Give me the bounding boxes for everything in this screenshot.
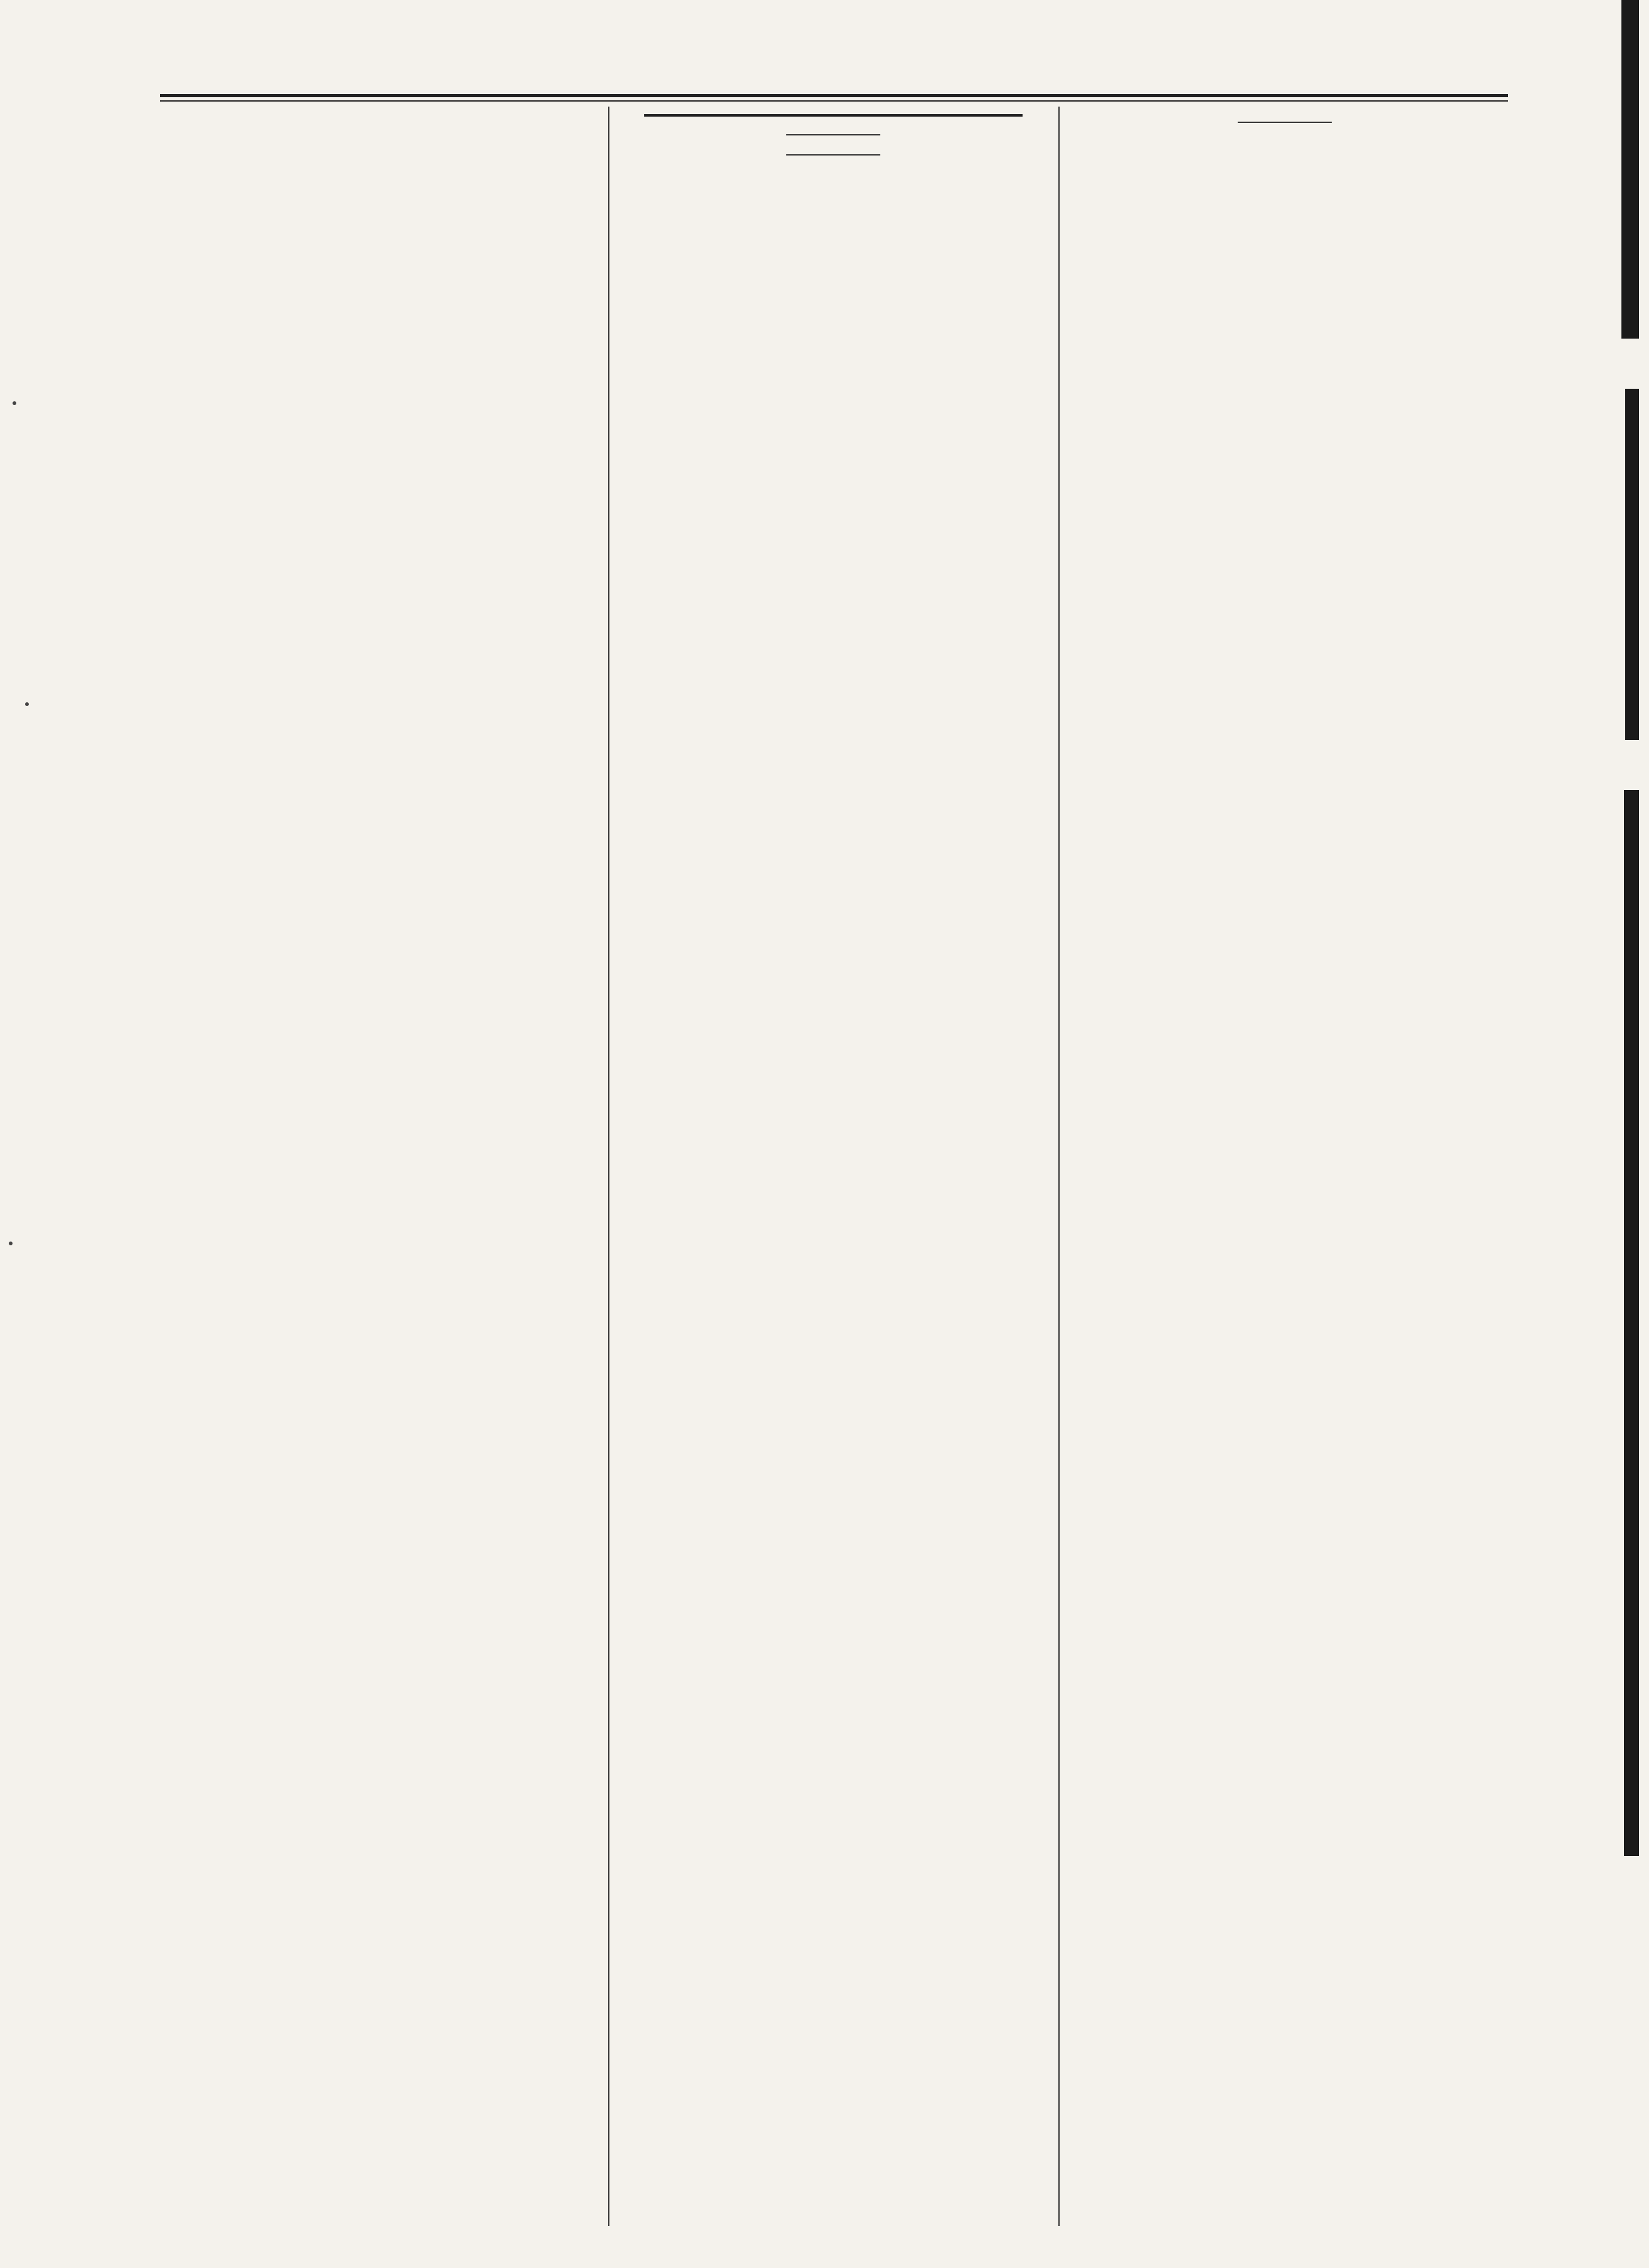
scan-speck — [25, 702, 29, 706]
derniere-heure-title — [644, 114, 1023, 125]
right-column — [1063, 112, 1505, 2237]
header-rule-thin — [160, 100, 1508, 102]
scan-speck — [13, 401, 16, 405]
divider — [786, 134, 880, 135]
scan-speck — [9, 1242, 13, 1245]
header-rule — [160, 94, 1508, 97]
scan-edge — [1613, 0, 1649, 2268]
scan-edge-bar — [1621, 0, 1639, 339]
column-divider-2 — [1058, 107, 1060, 2226]
divider — [1238, 122, 1332, 123]
scan-edge-bar — [1624, 790, 1639, 1856]
index-column — [164, 112, 603, 2237]
middle-column — [613, 112, 1053, 2237]
divider — [786, 154, 880, 156]
column-divider-1 — [608, 107, 609, 2226]
scan-edge-bar — [1625, 389, 1639, 740]
